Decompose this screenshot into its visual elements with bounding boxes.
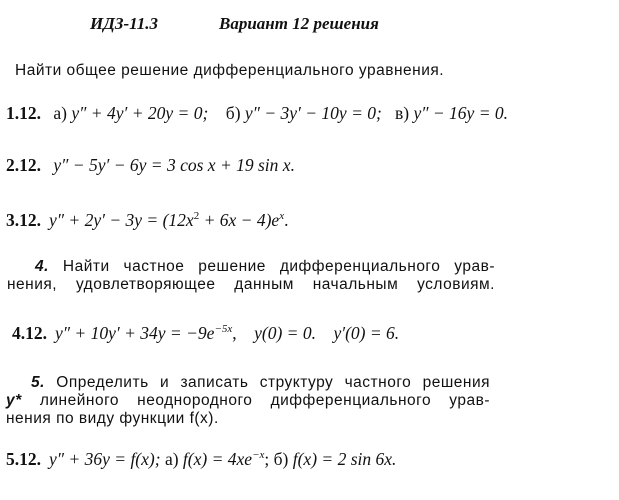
variant-title: Вариант 12 решения bbox=[219, 14, 379, 33]
task5-instruction bbox=[6, 374, 490, 428]
task3-equation-end: . bbox=[284, 210, 289, 230]
task3-exponent-2: x bbox=[279, 210, 285, 222]
task4-condition-1: y(0) = 0. bbox=[254, 323, 316, 343]
task5-lead: 5. bbox=[31, 374, 45, 391]
task5-part-a-left: f(x) = 4xe bbox=[182, 449, 253, 469]
task2-equation-line bbox=[6, 155, 295, 176]
task3-equation-line bbox=[6, 210, 288, 231]
assignment-title: ИДЗ-11.3 bbox=[90, 14, 158, 33]
task5-line2: линейного неоднородного дифференциального урав- bbox=[39, 392, 491, 409]
task5-part-a-label: а) bbox=[164, 449, 179, 469]
task2-number: 2.12. bbox=[6, 155, 41, 175]
task4-number: 4.12. bbox=[12, 323, 47, 343]
task1-part-a-label: а) bbox=[53, 103, 67, 123]
task3-number: 3.12. bbox=[6, 210, 41, 230]
task4-line2: нения, удовлетворяющее данным начальным условиям. bbox=[7, 276, 495, 293]
task4-equation-line bbox=[12, 323, 399, 344]
task5-part-a-end: ; bbox=[264, 449, 270, 469]
task2-equation: y″ − 5y′ − 6y = 3 cos x + 19 sin x. bbox=[53, 155, 295, 175]
task5-line1: Определить и записать структуру частного решения bbox=[56, 374, 490, 391]
task1-instruction: Найти общее решение дифференциального уравнения. bbox=[15, 62, 445, 79]
task4-condition-2: y′(0) = 6. bbox=[333, 323, 400, 343]
task1-part-b: y″ − 3y′ − 10y = 0; bbox=[244, 103, 382, 123]
task4-line1: Найти частное решение дифференциального урав- bbox=[62, 258, 496, 275]
task3-equation-mid: + 6x − 4)e bbox=[199, 210, 280, 230]
task4-line1-wrap bbox=[7, 258, 495, 276]
task4-instruction bbox=[7, 258, 495, 294]
task1-part-a: y″ + 4y′ + 20y = 0; bbox=[71, 103, 209, 123]
task5-part-a-exponent: −x bbox=[252, 449, 265, 461]
task5-line3: нения по виду функции f(x). bbox=[6, 410, 219, 427]
task1-part-c: y″ − 16y = 0. bbox=[413, 103, 509, 123]
task4-lead: 4. bbox=[35, 258, 49, 275]
task4-equation-end: , bbox=[232, 323, 237, 343]
task3-equation-left: y″ + 2y′ − 3y = (12x bbox=[49, 210, 194, 230]
task5-line2-symbol: y* bbox=[6, 392, 22, 409]
task5-part-b: f(x) = 2 sin 6x. bbox=[292, 449, 397, 469]
task1-number: 1.12. bbox=[6, 103, 41, 123]
task4-exponent: −5x bbox=[214, 323, 233, 335]
task4-equation-left: y″ + 10y′ + 34y = −9e bbox=[55, 323, 215, 343]
task1-equations bbox=[6, 103, 508, 124]
task5-number: 5.12. bbox=[6, 449, 41, 469]
task5-equation-line bbox=[6, 449, 396, 470]
task5-line1-wrap bbox=[6, 374, 490, 392]
task5-part-b-label: б) bbox=[273, 449, 289, 469]
task1-part-b-label: б) bbox=[225, 103, 241, 123]
task1-part-c-label: в) bbox=[394, 103, 410, 123]
task3-exponent-1: 2 bbox=[193, 210, 200, 222]
task5-equation: y″ + 36y = f(x); bbox=[49, 449, 161, 469]
task5-line2-wrap bbox=[6, 392, 490, 410]
